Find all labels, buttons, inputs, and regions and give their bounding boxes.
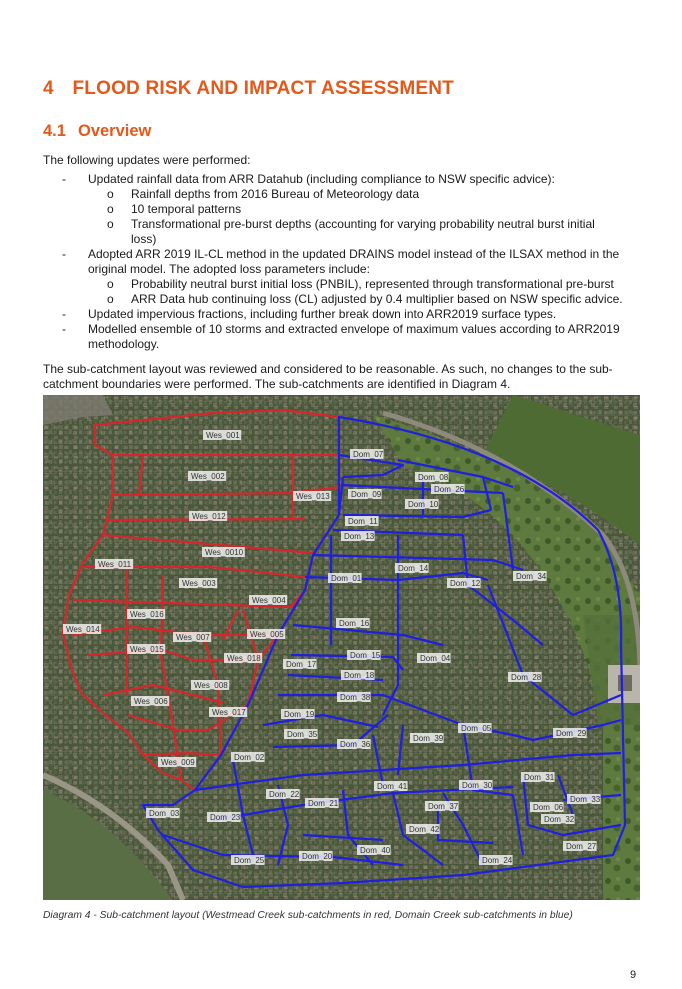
subcatchment-label: [328, 573, 362, 583]
subcatchment-label: [415, 472, 449, 482]
svg-text:Wes_018: Wes_018: [227, 654, 261, 663]
subcatchment-label: [541, 814, 575, 824]
subcatchment-label: [231, 752, 265, 762]
subcatchment-label: [189, 511, 227, 521]
subcatchment-label: [563, 841, 597, 851]
subcatchment-label: [459, 780, 493, 790]
bullet-marker: -: [62, 307, 66, 321]
sub-marker: o: [107, 292, 114, 306]
subcatchment-label: [224, 653, 262, 663]
subcatchment-label: [521, 772, 555, 782]
svg-text:Wes_009: Wes_009: [161, 758, 195, 767]
svg-text:Wes_001: Wes_001: [206, 431, 240, 440]
subcatchment-label: [395, 563, 429, 573]
list-item: [43, 172, 643, 247]
sub-list: [88, 277, 643, 307]
sub-list: [88, 187, 643, 247]
svg-text:Wes_012: Wes_012: [192, 512, 226, 521]
subcatchment-label: [63, 624, 101, 634]
svg-text:Wes_016: Wes_016: [130, 610, 164, 619]
subcatchment-label: [357, 845, 391, 855]
svg-text:Dom_03: Dom_03: [149, 809, 180, 818]
subcatchment-label: [508, 672, 542, 682]
subcatchment-label: [305, 798, 339, 808]
svg-text:Wes_003: Wes_003: [182, 579, 216, 588]
sub-list-item: [43, 277, 643, 292]
svg-text:Dom_26: Dom_26: [434, 485, 465, 494]
svg-text:Wes_015: Wes_015: [130, 645, 164, 654]
svg-text:Dom_10: Dom_10: [408, 500, 439, 509]
bullet-marker: -: [62, 322, 66, 336]
sub-marker: o: [107, 187, 114, 201]
svg-text:Dom_34: Dom_34: [516, 572, 547, 581]
svg-text:Dom_19: Dom_19: [284, 710, 315, 719]
subcatchment-label: [281, 709, 315, 719]
section-title: FLOOD RISK AND IMPACT ASSESSMENT: [72, 78, 454, 99]
subcatchment-label: [341, 531, 375, 541]
sub-list-item-text: Rainfall depths from 2016 Bureau of Meteorology data: [131, 187, 420, 201]
sub-marker: o: [107, 202, 114, 216]
subcatchment-label: [158, 757, 196, 767]
sub-list-item-text: 10 temporal patterns: [131, 202, 242, 216]
subcatchment-label: [513, 571, 547, 581]
svg-text:Wes_014: Wes_014: [66, 625, 100, 634]
svg-text:Wes_004: Wes_004: [252, 596, 286, 605]
sub-list-item: [43, 202, 643, 217]
subcatchment-label: [293, 491, 331, 501]
svg-text:Dom_33: Dom_33: [570, 795, 601, 804]
subcatchment-label: [553, 728, 587, 738]
sub-marker: o: [107, 217, 114, 231]
svg-text:Dom_23: Dom_23: [210, 813, 241, 822]
list-item-text: Updated rainfall data from ARR Datahub (including compliance to NSW specific advice):: [88, 172, 555, 186]
svg-text:Dom_40: Dom_40: [360, 846, 391, 855]
svg-text:Dom_09: Dom_09: [351, 490, 382, 499]
subcatchment-label: [479, 855, 513, 865]
subcatchment-label: [207, 812, 241, 822]
subcatchment-label: [425, 801, 459, 811]
subcatchment-label: [337, 692, 371, 702]
svg-text:Dom_04: Dom_04: [420, 654, 451, 663]
sub-list-item-text: ARR Data hub continuing loss (CL) adjusted by 0.4 multiplier based on NSW specific advice.: [131, 292, 623, 306]
svg-text:Wes_002: Wes_002: [191, 472, 225, 481]
sub-list-item: [43, 292, 643, 307]
svg-text:Dom_38: Dom_38: [340, 693, 371, 702]
list-item: [43, 322, 643, 352]
svg-text:Dom_11: Dom_11: [348, 517, 378, 526]
svg-text:Dom_06: Dom_06: [533, 803, 564, 812]
subsection-number: 4.1: [43, 122, 66, 140]
subcatchment-label: [405, 499, 439, 509]
svg-text:Dom_16: Dom_16: [339, 619, 370, 628]
subcatchment-label: [337, 739, 371, 749]
subcatchment-label: [203, 430, 241, 440]
subcatchment-label: [567, 794, 601, 804]
svg-text:Dom_30: Dom_30: [462, 781, 493, 790]
section-heading: [43, 78, 454, 100]
intro-paragraph: The following updates were performed:: [43, 153, 251, 167]
svg-text:Dom_15: Dom_15: [350, 651, 381, 660]
svg-text:Dom_12: Dom_12: [450, 579, 481, 588]
subcatchment-label: [347, 650, 381, 660]
svg-text:Dom_41: Dom_41: [377, 782, 408, 791]
sub-catchment-map: [43, 395, 640, 900]
svg-text:Dom_24: Dom_24: [482, 856, 513, 865]
subcatchment-label: [188, 471, 226, 481]
subcatchment-label: [284, 729, 318, 739]
subcatchment-label: [95, 559, 133, 569]
bullet-marker: -: [62, 247, 66, 261]
svg-text:Dom_01: Dom_01: [331, 574, 362, 583]
svg-text:Dom_36: Dom_36: [340, 740, 371, 749]
subcatchment-label: [345, 516, 379, 526]
conclusion-paragraph: The sub-catchment layout was reviewed and considered to be reasonable. As such, no changes to the sub-catchment boundaries were performed. The sub-catchments are identified in Diagram 4.: [43, 362, 613, 391]
svg-text:Dom_28: Dom_28: [511, 673, 542, 682]
svg-text:Dom_21: Dom_21: [308, 799, 339, 808]
page-number: 9: [630, 969, 637, 981]
subcatchment-label: [431, 484, 465, 494]
subcatchment-label: [350, 449, 384, 459]
subcatchment-label: [406, 824, 440, 834]
sub-list-item-text: Probability neutral burst initial loss (PNBIL), represented through transformational pre-burst: [131, 277, 614, 291]
svg-text:Dom_37: Dom_37: [428, 802, 459, 811]
svg-text:Wes_017: Wes_017: [212, 708, 246, 717]
svg-text:Dom_39: Dom_39: [413, 734, 444, 743]
svg-text:Dom_32: Dom_32: [544, 815, 575, 824]
bullet-marker: -: [62, 172, 66, 186]
list-item: [43, 307, 643, 322]
svg-text:Dom_22: Dom_22: [269, 790, 300, 799]
list-item-text: Modelled ensemble of 10 storms and extracted envelope of maximum values according to ARR2019 methodology.: [88, 322, 620, 351]
section-number: 4: [43, 78, 54, 99]
svg-text:Wes_007: Wes_007: [176, 633, 210, 642]
subcatchment-label: [131, 696, 169, 706]
svg-text:Wes_006: Wes_006: [134, 697, 168, 706]
subsection-title: Overview: [78, 122, 152, 140]
list-item-text: Adopted ARR 2019 IL-CL method in the updated DRAINS model instead of the ILSAX method in the original model. The adopted loss parameters include:: [88, 247, 620, 276]
subcatchment-label: [530, 802, 564, 812]
subcatchment-label: [336, 618, 370, 628]
subcatchment-label: [173, 632, 211, 642]
svg-text:Wes_008: Wes_008: [194, 681, 228, 690]
subcatchment-label: [191, 680, 229, 690]
svg-text:Wes_005: Wes_005: [250, 630, 284, 639]
subcatchment-label: [127, 609, 165, 619]
svg-text:Dom_07: Dom_07: [353, 450, 384, 459]
svg-text:Dom_13: Dom_13: [344, 532, 375, 541]
subcatchment-label: [374, 781, 408, 791]
subcatchment-label: [283, 659, 317, 669]
list-item-text: Updated impervious fractions, including further break down into ARR2019 surface types.: [88, 307, 557, 321]
map-svg: [43, 395, 640, 900]
subcatchment-label: [417, 653, 451, 663]
subcatchment-label: [231, 855, 265, 865]
sub-list-item-text: Transformational pre-burst depths (accounting for varying probability neutral burst initial loss): [131, 217, 595, 246]
svg-text:Dom_17: Dom_17: [286, 660, 317, 669]
subcatchment-label: [266, 789, 300, 799]
sub-marker: o: [107, 277, 114, 291]
subcatchment-label: [348, 489, 382, 499]
svg-text:Dom_31: Dom_31: [524, 773, 555, 782]
subcatchment-label: [447, 578, 481, 588]
svg-text:Wes_013: Wes_013: [296, 492, 330, 501]
list-item: [43, 247, 643, 307]
sub-list-item: [43, 217, 643, 247]
subcatchment-label: [410, 733, 444, 743]
update-list: [43, 172, 643, 352]
diagram-caption: Diagram 4 - Sub-catchment layout (Westmead Creek sub-catchments in red, Domain Creek sub-catchments in blue): [43, 910, 573, 921]
subcatchment-label: [146, 808, 180, 818]
subcatchment-label: [247, 629, 285, 639]
subsection-heading: [43, 122, 151, 141]
svg-text:Dom_05: Dom_05: [461, 724, 492, 733]
svg-text:Dom_02: Dom_02: [234, 753, 265, 762]
subcatchment-label: [249, 595, 287, 605]
subcatchment-label: [341, 670, 375, 680]
subcatchment-label: [202, 547, 245, 557]
svg-text:Dom_29: Dom_29: [556, 729, 587, 738]
svg-text:Dom_35: Dom_35: [287, 730, 318, 739]
subcatchment-label: [127, 644, 165, 654]
svg-text:Dom_08: Dom_08: [418, 473, 449, 482]
svg-text:Dom_14: Dom_14: [398, 564, 429, 573]
svg-text:Wes_011: Wes_011: [98, 560, 132, 569]
svg-text:Dom_20: Dom_20: [302, 852, 333, 861]
subcatchment-label: [458, 723, 492, 733]
svg-text:Dom_25: Dom_25: [234, 856, 265, 865]
svg-text:Wes_0010: Wes_0010: [205, 548, 244, 557]
subcatchment-label: [209, 707, 247, 717]
subcatchment-label: [179, 578, 217, 588]
sub-list-item: [43, 187, 643, 202]
svg-text:Dom_18: Dom_18: [344, 671, 375, 680]
subcatchment-label: [299, 851, 333, 861]
svg-text:Dom_42: Dom_42: [409, 825, 440, 834]
svg-text:Dom_27: Dom_27: [566, 842, 597, 851]
